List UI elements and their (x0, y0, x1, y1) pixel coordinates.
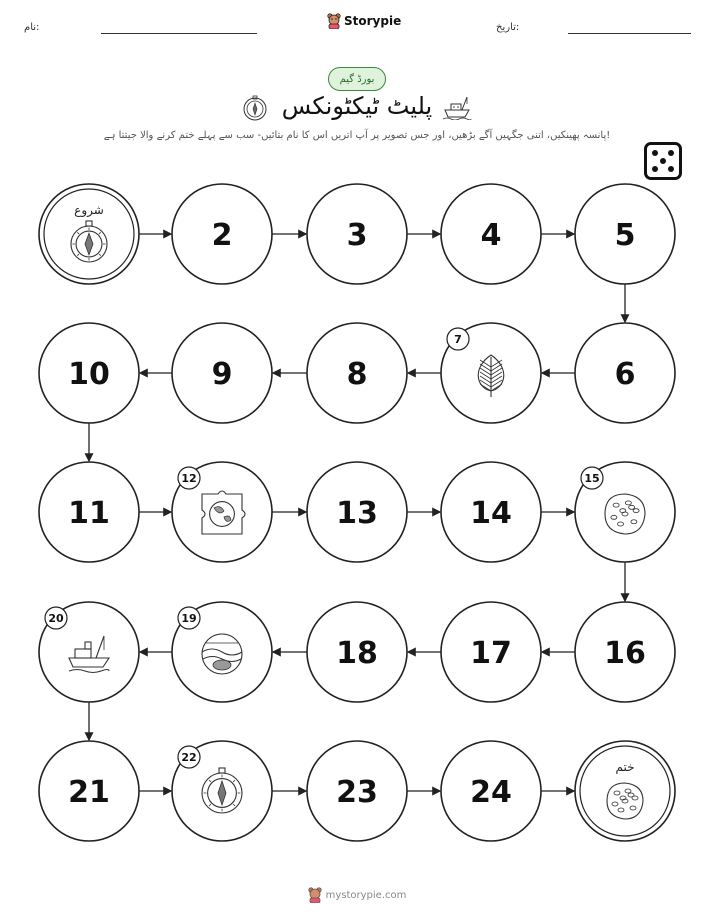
cell-number: 5 (614, 218, 636, 253)
board-cell (307, 602, 407, 702)
board-cell (307, 184, 407, 284)
board-cell (441, 184, 541, 284)
cell-number: 18 (336, 636, 378, 671)
board-cell (441, 323, 541, 423)
cell-number: 4 (480, 218, 502, 253)
board-cell (575, 741, 675, 841)
cell-number-badge: 22 (181, 751, 197, 764)
board-cell (441, 602, 541, 702)
cell-number-badge: 20 (48, 612, 64, 625)
board-cell (172, 184, 272, 284)
cell-number: 16 (604, 636, 646, 671)
board-cell (307, 741, 407, 841)
footer-url[interactable]: mystorypie.com (325, 889, 407, 901)
cell-number-badge: 19 (181, 612, 197, 625)
board-cell (575, 462, 675, 562)
board-cell (575, 184, 675, 284)
instructions-text: پانسہ پھینکیں، اتنی جگہیں آگے بڑھیں، اور جس تصویر پر آپ اتریں اس کا نام بتائیں- سب سے پہلے ختم کرنے والا جیتتا ہے! (103, 130, 611, 141)
board-cell (172, 323, 272, 423)
bear-mascot-icon (308, 887, 322, 903)
board-cell (39, 323, 139, 423)
board-cell (39, 462, 139, 562)
board-cell (39, 602, 139, 702)
cell-number: 17 (470, 636, 512, 671)
board-cell (172, 602, 272, 702)
board-cell (39, 741, 139, 841)
cell-number: 2 (211, 218, 233, 253)
cell-number: 13 (336, 496, 378, 531)
cell-label: ختم (615, 760, 635, 774)
cell-number-badge: 7 (454, 333, 462, 346)
cell-number: 8 (346, 357, 368, 392)
name-label: نام: (24, 22, 40, 33)
board-cell (575, 602, 675, 702)
cell-label: شروع (74, 203, 104, 217)
cell-number: 11 (68, 496, 110, 531)
board-cell (307, 323, 407, 423)
cell-number: 14 (470, 496, 512, 531)
cell-number: 6 (614, 357, 636, 392)
board-cell (172, 462, 272, 562)
board-cell (575, 323, 675, 423)
cell-number: 3 (346, 218, 368, 253)
cell-number: 24 (470, 775, 512, 810)
board-game-badge: بورڈ گیم (328, 67, 386, 91)
cell-number: 9 (211, 357, 233, 392)
cell-number-badge: 12 (181, 472, 197, 485)
footer (0, 887, 714, 903)
cell-number: 23 (336, 775, 378, 810)
page-title: پلیٹ ٹیکٹونکس (281, 92, 433, 120)
board-cell (441, 462, 541, 562)
board-cell (39, 184, 139, 284)
board-cell (172, 741, 272, 841)
board-cell (307, 462, 407, 562)
board-cell (441, 741, 541, 841)
cell-number: 10 (68, 357, 110, 392)
date-label: تاریخ: (496, 22, 520, 33)
cell-number-badge: 15 (584, 472, 600, 485)
cell-number: 21 (68, 775, 110, 810)
brand-name: Storypie (344, 14, 402, 28)
